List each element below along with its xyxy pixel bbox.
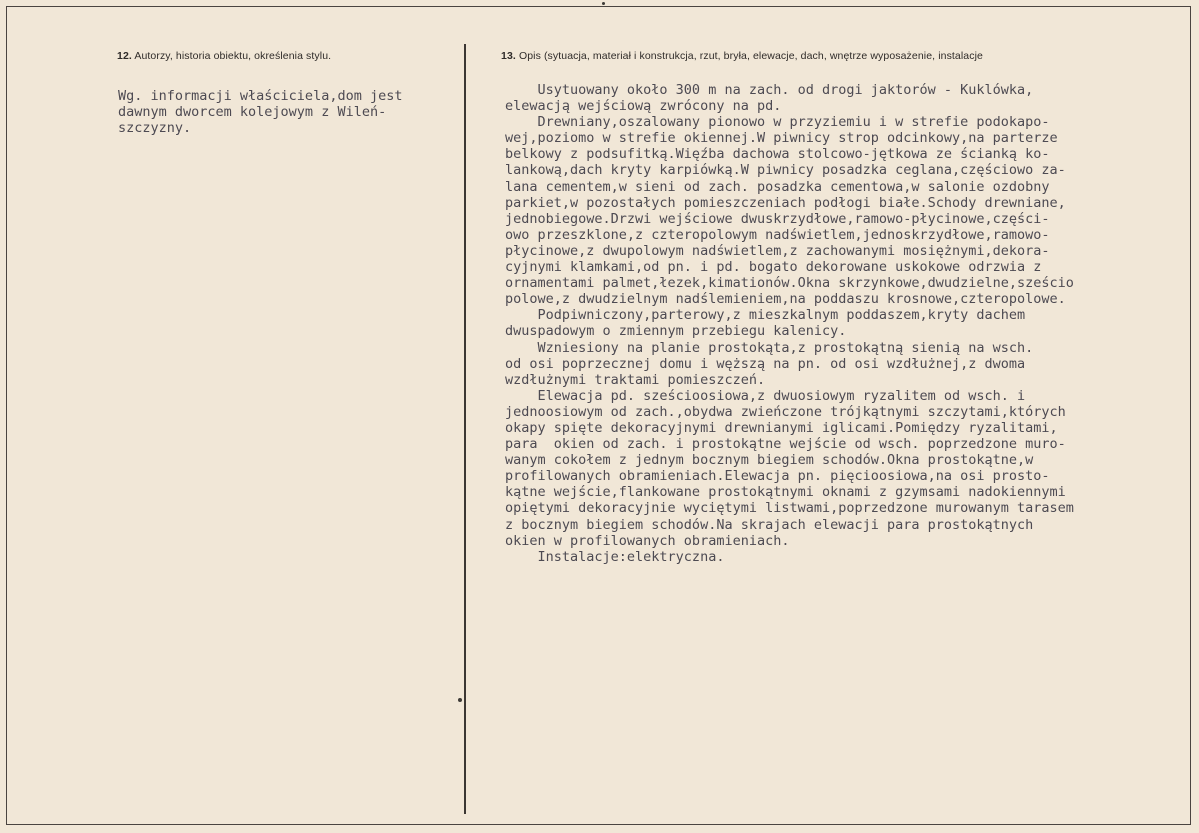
section-13-text-line: Instalacje:elektryczna. — [505, 548, 725, 565]
section-13-text-line: belkowy z podsufitką.Więźba dachowa stolcowo-jętkowa ze ścianką ko- — [505, 146, 1050, 163]
section-12-text-line: dawnym dworcem kolejowym z Wileń- — [118, 104, 387, 121]
column-divider — [464, 44, 466, 814]
section-13-text-line: kątne wejście,flankowane prostokątnymi oknami z gzymsami nadokiennymi — [505, 484, 1066, 501]
section-13-text-line: wej,poziomo w strefie okiennej.W piwnicy strop odcinkowy,na parterze — [505, 130, 1058, 147]
section-13-text-line: para okien od zach. i prostokątne wejście od wsch. poprzedzone muro- — [505, 436, 1066, 453]
section-12-text-line: Wg. informacji właściciela,dom jest — [118, 88, 403, 104]
section-13-text-line: Usytuowany około 300 m na zach. od drogi jaktorów - Kuklówka, — [505, 82, 1034, 98]
section-13-text-line: profilowanych obramieniach.Elewacja pn. pięcioosiowa,na osi prosto- — [505, 468, 1050, 485]
section-13-body — [505, 82, 1074, 565]
section-13-number: 13. — [501, 50, 516, 62]
section-13-text-line: wanym cokołem z jednym bocznym biegiem schodów.Okna prostokątne,w — [505, 452, 1034, 469]
section-13-text-line: dwuspadowym o zmiennym przebiegu kalenicy. — [505, 323, 847, 340]
section-13-text-line: owo przeszklone,z czteropolowym nadświetlem,jednoskrzydłowe,ramowo- — [505, 226, 1050, 243]
section-13-text-line: Wzniesiony na planie prostokąta,z prostokątną sienią na wsch. — [505, 339, 1034, 356]
section-13-text-line: ornamentami palmet,łezek,kimationów.Okna skrzynkowe,dwudzielne,sześcio — [505, 275, 1074, 292]
section-13-text-line: od osi poprzecznej domu i węższą na pn. od osi wzdłużnej,z dwoma — [505, 355, 1026, 372]
section-13-text-line: polowe,z dwudzielnym nadślemieniem,na poddaszu krosnowe,czteropolowe. — [505, 291, 1066, 308]
section-12-text-line: szczyzny. — [118, 120, 192, 137]
section-13-text-line: okapy spięte dekoracyjnymi drewnianymi iglicami.Pomiędzy ryzalitami, — [505, 419, 1058, 436]
section-12-header — [117, 50, 331, 62]
section-13-text-line: płycinowe,z dwupolowym nadświetlem,z zachowanymi mosiężnymi,dekora- — [505, 242, 1050, 259]
section-13-text-line: parkiet,w pozostałych pomieszczeniach podłogi białe.Schody drewniane, — [505, 194, 1066, 211]
section-13-text-line: cyjnymi klamkami,od pn. i pd. bogato dekorowane uskokowe odrzwia z — [505, 259, 1042, 276]
section-13-text-line: Elewacja pd. sześcioosiowa,z dwuosiowym ryzalitem od wsch. i — [505, 387, 1026, 404]
section-13-text-line: elewacją wejściową zwrócony na pd. — [505, 98, 782, 115]
section-13-text-line: z bocznym biegiem schodów.Na skrajach elewacji para prostokątnych — [505, 516, 1034, 533]
section-13-text-line: jednobiegowe.Drzwi wejściowe dwuskrzydłowe,ramowo-płycinowe,części- — [505, 210, 1050, 227]
section-13-text-line: opiętymi dekoracyjnie wyciętymi listwami,poprzedzone murowanym tarasem — [505, 500, 1074, 517]
section-13-text-line: okien w profilowanych obramieniach. — [505, 532, 790, 549]
section-13-text-line: lana cementem,w sieni od zach. posadzka cementowa,w salonie ozdobny — [505, 178, 1050, 195]
section-12-body — [118, 88, 402, 136]
section-13-text-line: jednoosiowym od zach.,obydwa zwieńczone trójkątnymi szczytami,których — [505, 403, 1066, 420]
section-13-title: Opis (sytuacja, materiał i konstrukcja, rzut, bryła, elewacje, dach, wnętrze wyposażenie, instalacje — [518, 50, 983, 62]
section-13-text-line: Podpiwniczony,parterowy,z mieszkalnym poddaszem,kryty dachem — [505, 307, 1026, 324]
divider-dot — [458, 698, 462, 702]
section-13-header — [501, 50, 983, 62]
divider-mark — [602, 2, 605, 5]
section-13-text-line: lankową,dach kryty karpiówką.W piwnicy posadzka ceglana,częściowo za- — [505, 162, 1066, 179]
section-12-number: 12. — [117, 50, 132, 62]
section-13-text-line: Drewniany,oszalowany pionowo w przyziemiu i w strefie podokapo- — [505, 114, 1050, 131]
section-12-title: Autorzy, historia obiektu, określenia stylu. — [134, 50, 332, 62]
section-13-text-line: wzdłużnymi traktami pomieszczeń. — [505, 371, 766, 388]
